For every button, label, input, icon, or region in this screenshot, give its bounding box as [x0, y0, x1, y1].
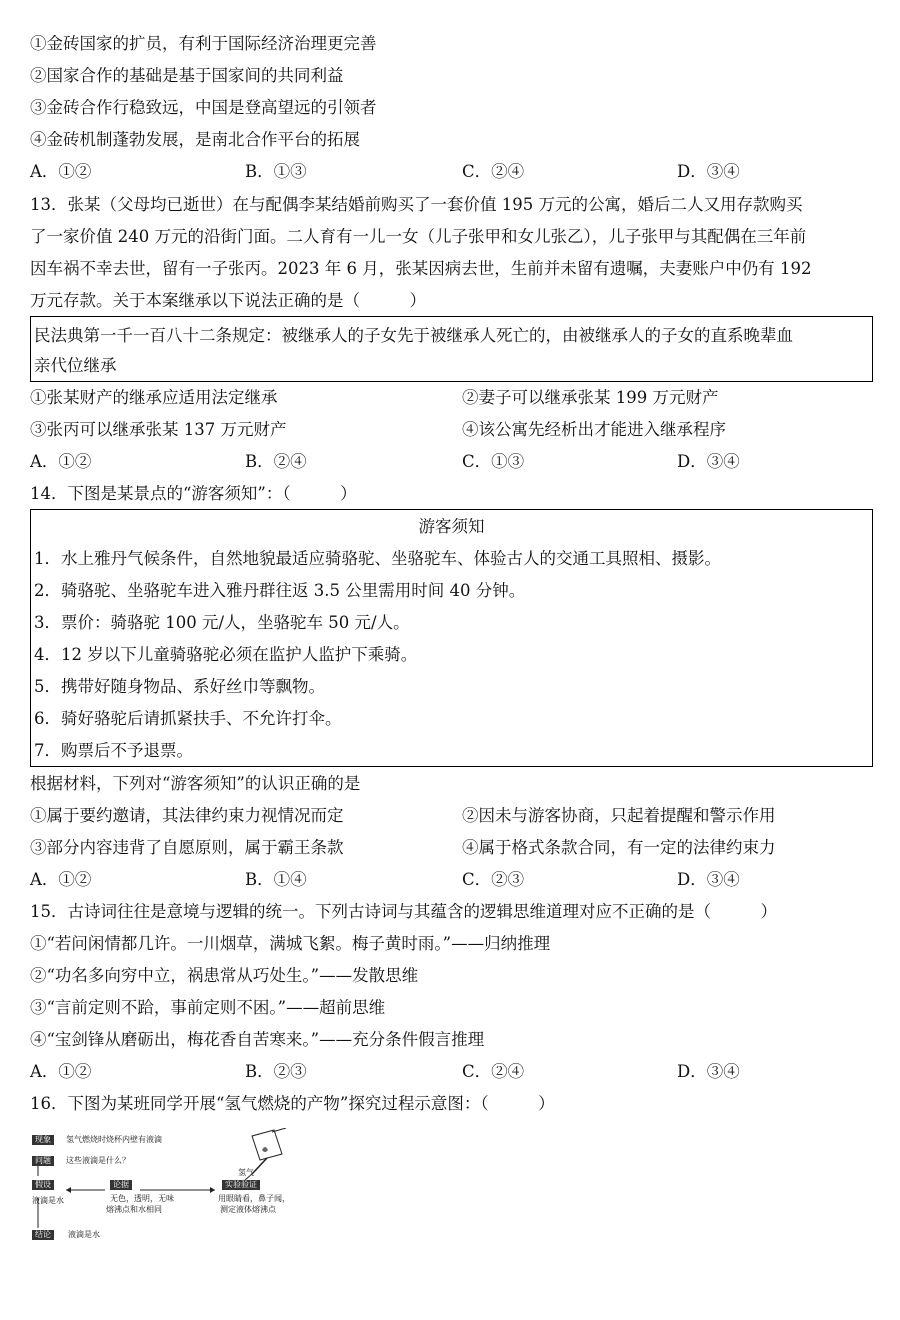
q15-statement-2: ②“功名多向穷中立，祸患常从巧处生。”——发散思维 [30, 966, 419, 985]
diagram-experiment-label: 实验验证 [222, 1180, 260, 1190]
q15-statement-1: ①“若问闲情都几许。一川烟草，满城飞絮。梅子黄时雨。”——归纳推理 [30, 934, 551, 953]
q12-statement-1: ①金砖国家的扩员，有利于国际经济治理更完善 [30, 34, 377, 53]
q14-statement-2: ②因未与游客协商，只起着提醒和警示作用 [462, 806, 776, 825]
q14-option-b: B．①④ [245, 870, 307, 889]
diagram-phenomenon-label: 现象 [32, 1135, 54, 1145]
q13-option-a: A．①② [30, 452, 92, 471]
q13-stem-line-3: 因车祸不幸去世，留有一子张丙。2023 年 6 月，张某因病去世，生前并未留有遗嘱，夫妻账户中仍有 192 [30, 259, 812, 278]
q13-statement-4: ④该公寓先经析出才能进入继承程序 [462, 420, 726, 439]
q13-option-d: D．③④ [677, 452, 740, 471]
q13-option-b: B．②④ [245, 452, 307, 471]
q14-statement-1: ①属于要约邀请，其法律约束力视情况而定 [30, 806, 344, 825]
q13-law-box [30, 316, 873, 382]
q13-statement-2: ②妻子可以继承张某 199 万元财产 [462, 388, 719, 407]
q14-statement-4: ④属于格式条款合同，有一定的法律约束力 [462, 838, 776, 857]
q14-rule-4: 4．12 岁以下儿童骑骆驼必须在监护人监护下乘骑。 [34, 645, 418, 664]
q13-law-text-2: 亲代位继承 [34, 356, 117, 375]
q12-option-a: A．①② [30, 162, 92, 181]
q14-option-a: A．①② [30, 870, 92, 889]
q14-notice-box [30, 509, 873, 767]
q15-option-b: B．②③ [245, 1062, 307, 1081]
diagram-phenomenon-text: 氢气燃烧时烧杯内壁有液滴 [66, 1135, 162, 1144]
diagram-conclusion-label: 结论 [32, 1230, 54, 1240]
diagram-reasoning-label: 论据 [110, 1180, 132, 1190]
q12-option-d: D．③④ [677, 162, 740, 181]
q15-option-a: A．①② [30, 1062, 92, 1081]
q12-option-b: B．①③ [245, 162, 307, 181]
q13-stem-line-1: 13．张某（父母均已逝世）在与配偶李某结婚前购买了一套价值 195 万元的公寓，婚后二人又用存款购买 [30, 195, 803, 214]
q14-notice-title: 游客须知 [418, 517, 485, 536]
q15-statement-3: ③“言前定则不跲，事前定则不困。”——超前思维 [30, 998, 386, 1017]
q14-option-d: D．③④ [677, 870, 740, 889]
q12-statement-2: ②国家合作的基础是基于国家间的共同利益 [30, 66, 344, 85]
q12-statement-4: ④金砖机制蓬勃发展，是南北合作平台的拓展 [30, 130, 360, 149]
q13-option-c: C．①③ [462, 452, 525, 471]
q14-option-c: C．②③ [462, 870, 525, 889]
q14-rule-7: 7．购票后不予退票。 [34, 741, 193, 760]
q14-rule-2: 2．骑骆驼、坐骆驼车进入雅丹群往返 3.5 公里需用时间 40 分钟。 [34, 581, 526, 600]
diagram-reasoning-text-1: 无色，透明，无味 [110, 1194, 174, 1203]
q14-rule-1: 1．水上雅丹气候条件，自然地貌最适应骑骆驼、坐骆驼车、体验古人的交通工具照相、摄影。 [34, 549, 721, 568]
diagram-hydrogen-label: 氢气 [238, 1168, 254, 1177]
diagram-hypothesis-label: 假设 [32, 1180, 54, 1190]
q15-statement-4: ④“宝剑锋从磨砺出，梅花香自苦寒来。”——充分条件假言推理 [30, 1030, 485, 1049]
q14-rule-6: 6．骑好骆驼后请抓紧扶手、不允许打伞。 [34, 709, 342, 728]
q15-option-c: C．②④ [462, 1062, 525, 1081]
q13-stem-line-2: 了一家价值 240 万元的沿街门面。二人育有一儿一女（儿子张甲和女儿张乙），儿子张甲与其配偶在三年前 [30, 227, 807, 246]
diagram-question-label: 问题 [32, 1156, 54, 1166]
q13-statement-3: ③张丙可以继承张某 137 万元财产 [30, 420, 287, 439]
diagram-experiment-text-2: 测定液体熔沸点 [220, 1205, 276, 1214]
hydrogen-experiment-diagram [30, 1128, 300, 1258]
q12-statement-3: ③金砖合作行稳致远，中国是登高望远的引领者 [30, 98, 377, 117]
q13-statement-1: ①张某财产的继承应适用法定继承 [30, 388, 278, 407]
diagram-hypothesis-text: 液滴是水 [32, 1196, 64, 1205]
q15-option-d: D．③④ [677, 1062, 740, 1081]
q14-stem: 14．下图是某景点的“游客须知”：（ ） [30, 484, 357, 503]
diagram-reasoning-text-2: 熔沸点和水相同 [106, 1205, 162, 1214]
q13-law-text-1: 民法典第一千一百八十二条规定：被继承人的子女先于被继承人死亡的，由被继承人的子女的直系晚辈血 [34, 326, 793, 345]
q14-question: 根据材料，下列对“游客须知”的认识正确的是 [30, 774, 361, 793]
diagram-conclusion-text: 液滴是水 [68, 1230, 100, 1239]
q14-rule-5: 5．携带好随身物品、系好丝巾等飘物。 [34, 677, 325, 696]
diagram-question-text: 这些液滴是什么？ [66, 1156, 130, 1165]
q16-stem: 16．下图为某班同学开展“氢气燃烧的产物”探究过程示意图：（ ） [30, 1094, 555, 1113]
q15-stem: 15．古诗词往往是意境与逻辑的统一。下列古诗词与其蕴含的逻辑思维道理对应不正确的是（ ） [30, 902, 777, 921]
diagram-experiment-text-1: 用眼睛看，鼻子闻， [218, 1194, 290, 1203]
q13-stem-line-4: 万元存款。关于本案继承以下说法正确的是（ ） [30, 291, 426, 310]
q14-statement-3: ③部分内容违背了自愿原则，属于霸王条款 [30, 838, 344, 857]
q14-rule-3: 3．票价：骑骆驼 100 元/人，坐骆驼车 50 元/人。 [34, 613, 410, 632]
q12-option-c: C．②④ [462, 162, 525, 181]
